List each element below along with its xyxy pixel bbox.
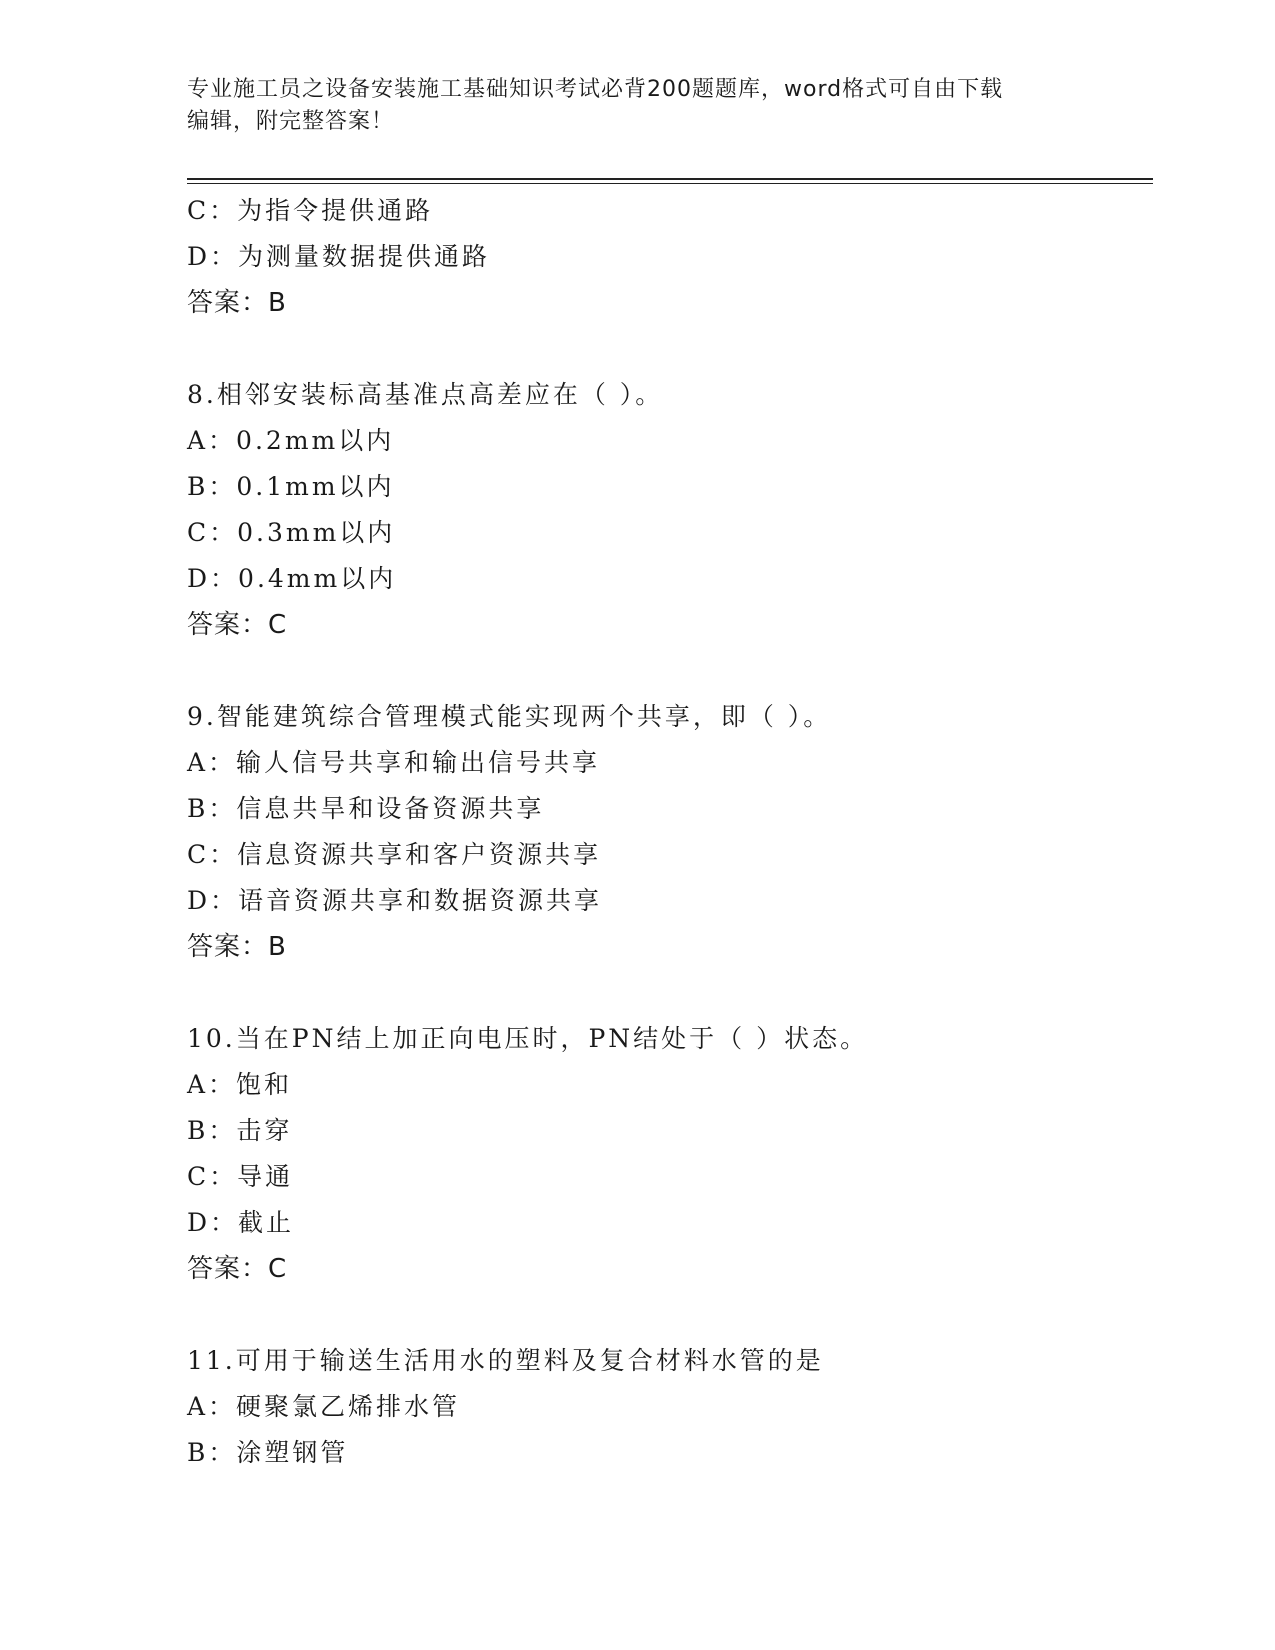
spacer (187, 1292, 1147, 1338)
option-a: A：输人信号共享和输出信号共享 (187, 748, 601, 777)
answer: 答案：C (187, 610, 288, 640)
option-d: D：为测量数据提供通路 (187, 242, 491, 271)
header-line-1: 专业施工员之设备安装施工基础知识考试必背200题题库，word格式可自由下载 (187, 77, 1004, 102)
spacer (187, 326, 1147, 372)
option-c: C：0.3mm以内 (187, 518, 396, 547)
answer: 答案：B (187, 932, 287, 962)
answer: 答案：B (187, 288, 287, 318)
header-line-2: 编辑，附完整答案！ (187, 109, 395, 134)
question-stem: 11.可用于输送生活用水的塑料及复合材料水管的是 (187, 1346, 824, 1375)
option-d: D：0.4mm以内 (187, 564, 397, 593)
option-d: D：语音资源共享和数据资源共享 (187, 886, 603, 915)
option-d: D：截止 (187, 1208, 295, 1237)
option-b: B：信息共旱和设备资源共享 (187, 794, 545, 823)
option-b: B：涂塑钢管 (187, 1438, 349, 1467)
option-c: C：为指令提供通路 (187, 196, 434, 225)
question-stem: 9.智能建筑综合管理模式能实现两个共享，即（ ）。 (187, 702, 832, 731)
answer: 答案：C (187, 1254, 288, 1284)
spacer (187, 648, 1147, 694)
option-a: A：饱和 (187, 1070, 293, 1099)
option-a: A：硬聚氯乙烯排水管 (187, 1392, 461, 1421)
option-c: C：导通 (187, 1162, 294, 1191)
header-divider-thin (187, 183, 1153, 184)
question-stem: 10.当在PN结上加正向电压时，PN结处于（ ）状态。 (187, 1024, 869, 1053)
question-list (187, 188, 1147, 1476)
spacer (187, 970, 1147, 1016)
header-divider-thick (187, 178, 1153, 180)
option-a: A：0.2mm以内 (187, 426, 395, 455)
option-b: B：击穿 (187, 1116, 293, 1145)
option-c: C：信息资源共享和客户资源共享 (187, 840, 602, 869)
option-b: B：0.1mm以内 (187, 472, 395, 501)
document-header (187, 74, 1087, 138)
question-stem: 8.相邻安装标高基准点高差应在（ ）。 (187, 380, 664, 409)
